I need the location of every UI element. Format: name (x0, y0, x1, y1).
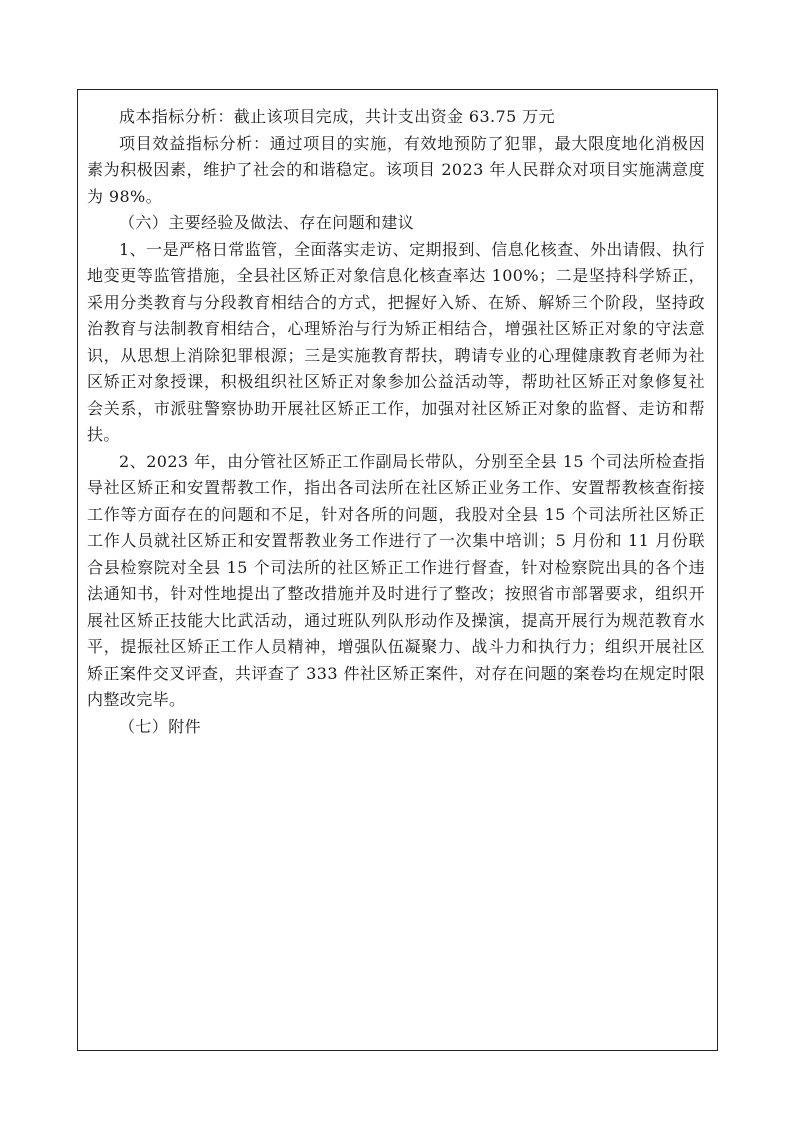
experience-item-2: 2、2023 年，由分管社区矫正工作副局长带队，分别至全县 15 个司法所检查指导社区矫正和安置帮教工作，指出各司法所在社区矫正业务工作、安置帮教核查衔接工作等方面存在的问题和不足，针对各所的问题，我股对全县 15 个司法所社区矫正工作人员就社区矫正和安置帮教业务工作进行了一次集中培训；5 月份和 11 月份联合县检察院对全县 15 个司法所的社区矫正工作进行督查，针对检察院出具的各个违法通知书，针对性地提出了整改措施并及时进行了整改；按照省市部署要求，组织开展社区矫正技能大比武活动，通过班队列队形动作及操演，提高开展行为规范教育水平，提振社区矫正工作人员精神，增强队伍凝聚力、战斗力和执行力；组织开展社区矫正案件交叉评查，共评查了 333 件社区矫正案件，对存在问题的案卷均在规定时限内整改完毕。 (87, 451, 705, 709)
section-7-heading: （七）附件 (119, 716, 202, 736)
section-6-heading: （六）主要经验及做法、存在问题和建议 (119, 213, 415, 232)
experience-item-1: 1、一是严格日常监管，全面落实走访、定期报到、信息化核查、外出请假、执行地变更等监管措施，全县社区矫正对象信息化核查率达 100%；二是坚持科学矫正，采用分类教育与分段教育相结合的方式，把握好入矫、在矫、解矫三个阶段，坚持政治教育与法制教育相结合，心理矫治与行为矫正相结合，增强社区矫正对象的守法意识，从思想上消除犯罪根源；三是实施教育帮扶，聘请专业的心理健康教育老师为社区矫正对象授课，积极组织社区矫正对象参加公益活动等，帮助社区矫正对象修复社会关系，市派驻警察协助开展社区矫正工作，加强对社区矫正对象的监督、走访和帮扶。 (87, 239, 705, 444)
cost-analysis-paragraph: 成本指标分析：截止该项目完成，共计支出资金 63.75 万元 (119, 107, 555, 126)
benefit-analysis-paragraph: 项目效益指标分析：通过项目的实施，有效地预防了犯罪，最大限度地化消极因素为积极因素，维护了社会的和谐稳定。该项目 2023 年人民群众对项目实施满意度为 98%。 (87, 133, 705, 206)
document-body (87, 104, 705, 740)
